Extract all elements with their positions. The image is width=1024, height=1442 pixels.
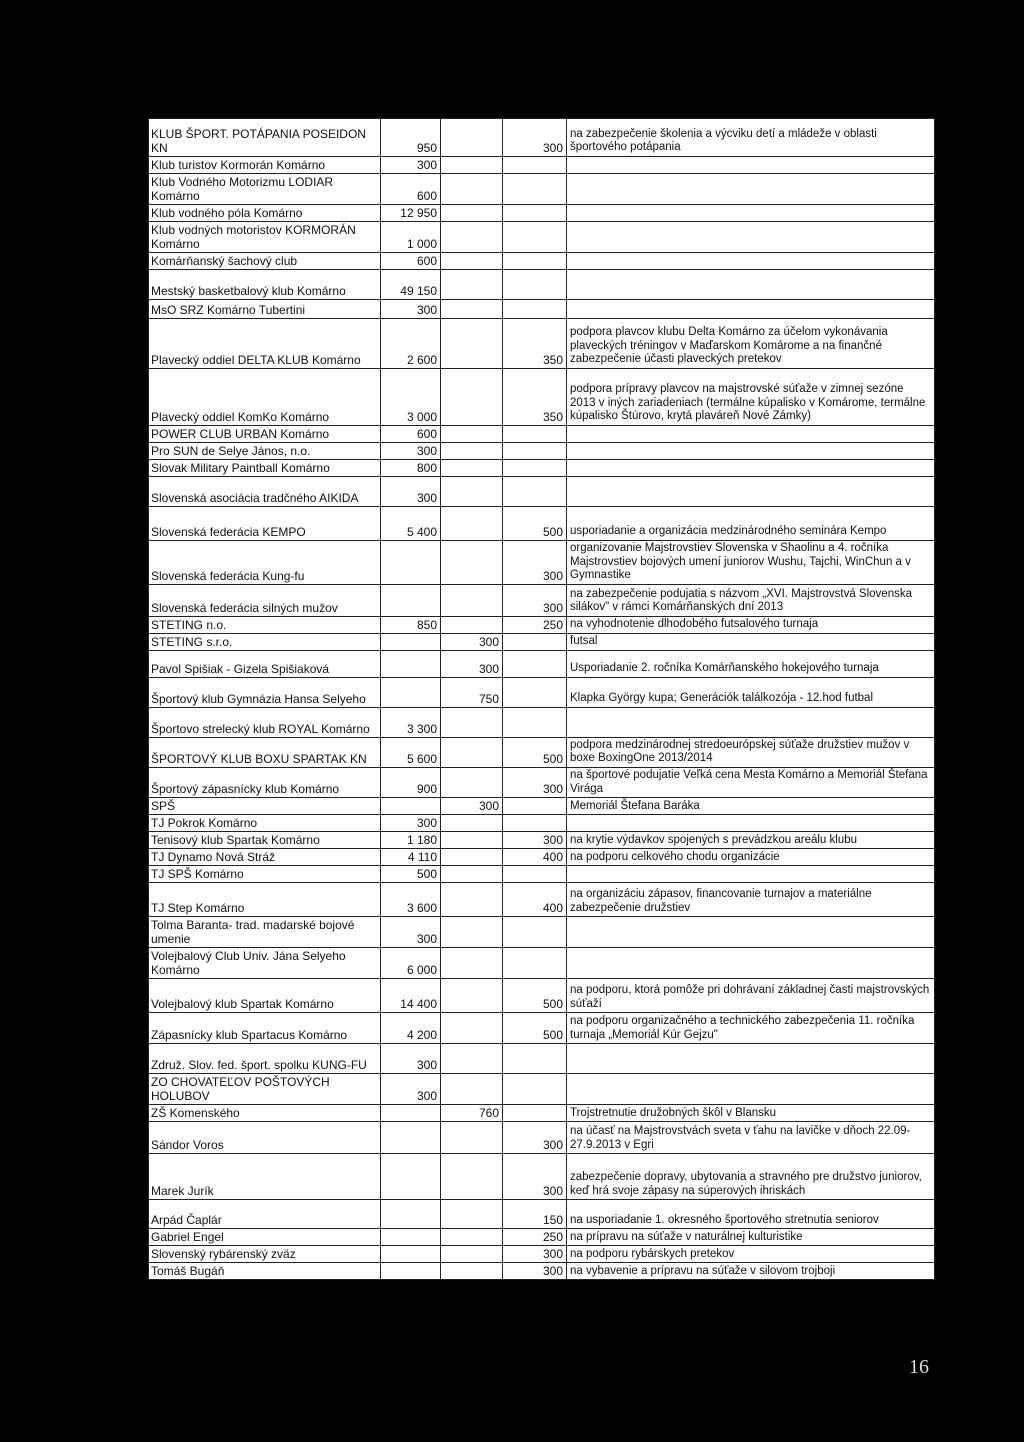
amount-b-cell bbox=[441, 917, 503, 948]
amount-b-cell bbox=[441, 948, 503, 979]
amount-c-cell bbox=[503, 948, 567, 979]
amount-b-cell: 750 bbox=[441, 677, 503, 707]
purpose-cell bbox=[567, 174, 935, 205]
table-row bbox=[149, 443, 935, 460]
amount-c-cell bbox=[503, 253, 567, 270]
amount-a-cell: 300 bbox=[381, 300, 441, 319]
amount-b-cell bbox=[441, 1074, 503, 1105]
amount-c-cell: 300 bbox=[503, 584, 567, 616]
amount-c-cell: 500 bbox=[503, 507, 567, 541]
amount-c-cell bbox=[503, 633, 567, 650]
amount-c-cell: 300 bbox=[503, 1263, 567, 1280]
amount-a-cell bbox=[381, 1154, 441, 1200]
org-name-cell: Arpád Čaplár bbox=[149, 1200, 381, 1229]
org-name-cell: Volejbalový klub Spartak Komárno bbox=[149, 979, 381, 1013]
amount-a-cell: 3 600 bbox=[381, 883, 441, 917]
amount-b-cell: 760 bbox=[441, 1105, 503, 1122]
purpose-cell bbox=[567, 707, 935, 737]
table-row bbox=[149, 1200, 935, 1229]
purpose-cell: na zabezpečenie školenia a výcviku detí a mládeže v oblasti športového potápania bbox=[567, 119, 935, 157]
purpose-cell bbox=[567, 1074, 935, 1105]
amount-c-cell bbox=[503, 270, 567, 300]
amount-c-cell bbox=[503, 460, 567, 477]
org-name-cell: Pavol Spišiak - Gizela Spišiaková bbox=[149, 650, 381, 677]
amount-c-cell: 300 bbox=[503, 1122, 567, 1154]
org-name-cell: Volejbalový Club Univ. Jána Selyeho Komárno bbox=[149, 948, 381, 979]
amount-a-cell bbox=[381, 584, 441, 616]
amount-b-cell bbox=[441, 883, 503, 917]
amount-c-cell: 300 bbox=[503, 832, 567, 849]
table-row bbox=[149, 815, 935, 832]
org-name-cell: Marek Jurík bbox=[149, 1154, 381, 1200]
table-row bbox=[149, 300, 935, 319]
purpose-cell: na organizáciu zápasov, financovanie turnajov a materiálne zabezpečenie družstiev bbox=[567, 883, 935, 917]
purpose-cell: na krytie výdavkov spojených s prevádzkou areálu klubu bbox=[567, 832, 935, 849]
amount-a-cell bbox=[381, 1246, 441, 1263]
amount-c-cell: 150 bbox=[503, 1200, 567, 1229]
amount-a-cell: 1 000 bbox=[381, 222, 441, 253]
amount-c-cell: 400 bbox=[503, 883, 567, 917]
table-row bbox=[149, 541, 935, 585]
amount-c-cell: 500 bbox=[503, 979, 567, 1013]
table-row bbox=[149, 616, 935, 633]
amount-c-cell: 500 bbox=[503, 1013, 567, 1044]
amount-c-cell: 350 bbox=[503, 369, 567, 426]
org-name-cell: Pro SUN de Selye János, n.o. bbox=[149, 443, 381, 460]
purpose-cell: na podporu, ktorá pomôže pri dohrávaní základnej časti majstrovských súťaží bbox=[567, 979, 935, 1013]
amount-a-cell: 12 950 bbox=[381, 205, 441, 222]
amount-b-cell bbox=[441, 270, 503, 300]
amount-a-cell: 300 bbox=[381, 443, 441, 460]
table-row bbox=[149, 1154, 935, 1200]
amount-b-cell bbox=[441, 1200, 503, 1229]
org-name-cell: Združ. Slov. fed. šport. spolku KUNG-FU bbox=[149, 1044, 381, 1074]
table-row bbox=[149, 157, 935, 174]
amount-a-cell bbox=[381, 633, 441, 650]
amount-c-cell: 350 bbox=[503, 319, 567, 369]
grant-table bbox=[148, 118, 935, 1280]
purpose-cell: Trojstretnutie družobných škôl v Blansku bbox=[567, 1105, 935, 1122]
amount-c-cell bbox=[503, 443, 567, 460]
table-row bbox=[149, 1044, 935, 1074]
amount-b-cell bbox=[441, 815, 503, 832]
amount-a-cell: 300 bbox=[381, 1074, 441, 1105]
purpose-cell bbox=[567, 270, 935, 300]
amount-a-cell bbox=[381, 1200, 441, 1229]
org-name-cell: STETING n.o. bbox=[149, 616, 381, 633]
org-name-cell: Slovenská federácia silných mužov bbox=[149, 584, 381, 616]
table-row bbox=[149, 319, 935, 369]
amount-a-cell: 5 600 bbox=[381, 737, 441, 767]
org-name-cell: Športový klub Gymnázia Hansa Selyeho bbox=[149, 677, 381, 707]
amount-b-cell: 300 bbox=[441, 650, 503, 677]
amount-b-cell bbox=[441, 979, 503, 1013]
amount-c-cell bbox=[503, 798, 567, 815]
purpose-cell bbox=[567, 460, 935, 477]
org-name-cell: Slovenská federácia KEMPO bbox=[149, 507, 381, 541]
amount-b-cell bbox=[441, 584, 503, 616]
amount-a-cell: 2 600 bbox=[381, 319, 441, 369]
amount-c-cell bbox=[503, 174, 567, 205]
table-row bbox=[149, 460, 935, 477]
org-name-cell: MsO SRZ Komárno Tubertini bbox=[149, 300, 381, 319]
purpose-cell: na podporu celkového chodu organizácie bbox=[567, 849, 935, 866]
purpose-cell bbox=[567, 426, 935, 443]
amount-b-cell bbox=[441, 205, 503, 222]
amount-b-cell: 300 bbox=[441, 633, 503, 650]
table-row bbox=[149, 737, 935, 767]
purpose-cell: Memoriál Štefana Baráka bbox=[567, 798, 935, 815]
org-name-cell: Plavecký oddiel KomKo Komárno bbox=[149, 369, 381, 426]
page-number: 16 bbox=[909, 1356, 929, 1378]
purpose-cell bbox=[567, 917, 935, 948]
purpose-cell: futsal bbox=[567, 633, 935, 650]
org-name-cell: SPŠ bbox=[149, 798, 381, 815]
purpose-cell bbox=[567, 300, 935, 319]
purpose-cell: na zabezpečenie podujatia s názvom „XVI. Majstrovstvá Slovenska silákov" v rámci Komárňanských dní 2013 bbox=[567, 584, 935, 616]
amount-a-cell: 6 000 bbox=[381, 948, 441, 979]
table-row bbox=[149, 677, 935, 707]
amount-c-cell bbox=[503, 1044, 567, 1074]
purpose-cell: na podporu rybárskych pretekov bbox=[567, 1246, 935, 1263]
grant-table-container bbox=[148, 118, 934, 1280]
table-row bbox=[149, 633, 935, 650]
purpose-cell: podpora medzinárodnej stredoeurópskej súťaže družstiev mužov v boxe BoxingOne 2013/2014 bbox=[567, 737, 935, 767]
amount-b-cell bbox=[441, 616, 503, 633]
amount-a-cell: 850 bbox=[381, 616, 441, 633]
amount-b-cell bbox=[441, 866, 503, 883]
purpose-cell: Klapka György kupa; Generációk találkozója - 12.hod futbal bbox=[567, 677, 935, 707]
amount-b-cell bbox=[441, 477, 503, 507]
purpose-cell: na vybavenie a prípravu na súťaže v silovom trojboji bbox=[567, 1263, 935, 1280]
purpose-cell: na usporiadanie 1. okresného športového stretnutia seniorov bbox=[567, 1200, 935, 1229]
org-name-cell: ZŠ Komenského bbox=[149, 1105, 381, 1122]
amount-b-cell bbox=[441, 707, 503, 737]
org-name-cell: Sándor Voros bbox=[149, 1122, 381, 1154]
amount-a-cell bbox=[381, 650, 441, 677]
amount-c-cell bbox=[503, 677, 567, 707]
org-name-cell: Plavecký oddiel DELTA KLUB Komárno bbox=[149, 319, 381, 369]
amount-c-cell: 250 bbox=[503, 1229, 567, 1246]
amount-a-cell: 600 bbox=[381, 253, 441, 270]
table-row bbox=[149, 832, 935, 849]
purpose-cell bbox=[567, 157, 935, 174]
amount-b-cell bbox=[441, 253, 503, 270]
table-row bbox=[149, 477, 935, 507]
purpose-cell: organizovanie Majstrovstiev Slovenska v Shaolinu a 4. ročníka Majstrovstiev bojových umení juniorov Wushu, Tajchi, WinChun a v Gymnastike bbox=[567, 541, 935, 585]
table-row bbox=[149, 174, 935, 205]
amount-b-cell bbox=[441, 767, 503, 797]
amount-a-cell: 300 bbox=[381, 157, 441, 174]
amount-a-cell bbox=[381, 1229, 441, 1246]
amount-c-cell: 300 bbox=[503, 119, 567, 157]
purpose-cell bbox=[567, 222, 935, 253]
amount-b-cell bbox=[441, 849, 503, 866]
amount-b-cell bbox=[441, 157, 503, 174]
table-row bbox=[149, 270, 935, 300]
amount-a-cell: 800 bbox=[381, 460, 441, 477]
table-row bbox=[149, 369, 935, 426]
amount-c-cell bbox=[503, 157, 567, 174]
amount-b-cell bbox=[441, 443, 503, 460]
amount-a-cell: 600 bbox=[381, 426, 441, 443]
purpose-cell: na športové podujatie Veľká cena Mesta Komárno a Memoriál Štefana Virága bbox=[567, 767, 935, 797]
amount-b-cell bbox=[441, 300, 503, 319]
amount-a-cell: 3 300 bbox=[381, 707, 441, 737]
table-row bbox=[149, 1229, 935, 1246]
amount-b-cell bbox=[441, 119, 503, 157]
table-row bbox=[149, 584, 935, 616]
amount-a-cell bbox=[381, 541, 441, 585]
amount-b-cell bbox=[441, 426, 503, 443]
purpose-cell bbox=[567, 205, 935, 222]
table-row bbox=[149, 1263, 935, 1280]
table-row bbox=[149, 866, 935, 883]
org-name-cell: KLUB ŠPORT. POTÁPANIA POSEIDON KN bbox=[149, 119, 381, 157]
purpose-cell: na účasť na Majstrovstvách sveta v ťahu na lavičke v dňoch 22.09-27.9.2013 v Egri bbox=[567, 1122, 935, 1154]
org-name-cell: ZO CHOVATEĽOV POŠTOVÝCH HOLUBOV bbox=[149, 1074, 381, 1105]
amount-c-cell: 300 bbox=[503, 541, 567, 585]
amount-a-cell: 4 110 bbox=[381, 849, 441, 866]
table-row bbox=[149, 948, 935, 979]
purpose-cell: usporiadanie a organizácia medzinárodného seminára Kempo bbox=[567, 507, 935, 541]
amount-a-cell: 14 400 bbox=[381, 979, 441, 1013]
table-row bbox=[149, 253, 935, 270]
org-name-cell: Mestský basketbalový klub Komárno bbox=[149, 270, 381, 300]
amount-c-cell: 250 bbox=[503, 616, 567, 633]
amount-a-cell bbox=[381, 798, 441, 815]
table-row bbox=[149, 849, 935, 866]
purpose-cell: na prípravu na súťaže v naturálnej kulturistike bbox=[567, 1229, 935, 1246]
amount-a-cell: 3 000 bbox=[381, 369, 441, 426]
amount-b-cell bbox=[441, 319, 503, 369]
org-name-cell: Športovo strelecký klub ROYAL Komárno bbox=[149, 707, 381, 737]
amount-b-cell: 300 bbox=[441, 798, 503, 815]
org-name-cell: Tomáš Bugáň bbox=[149, 1263, 381, 1280]
amount-b-cell bbox=[441, 1154, 503, 1200]
amount-a-cell bbox=[381, 1105, 441, 1122]
amount-a-cell: 600 bbox=[381, 174, 441, 205]
amount-b-cell bbox=[441, 1246, 503, 1263]
table-row bbox=[149, 1246, 935, 1263]
amount-a-cell: 500 bbox=[381, 866, 441, 883]
table-row bbox=[149, 917, 935, 948]
purpose-cell bbox=[567, 477, 935, 507]
amount-c-cell bbox=[503, 1105, 567, 1122]
org-name-cell: Klub vodných motoristov KORMORÁN Komárno bbox=[149, 222, 381, 253]
amount-b-cell bbox=[441, 541, 503, 585]
org-name-cell: TJ Dynamo Nová Stráž bbox=[149, 849, 381, 866]
org-name-cell: TJ SPŠ Komárno bbox=[149, 866, 381, 883]
table-row bbox=[149, 426, 935, 443]
table-row bbox=[149, 507, 935, 541]
amount-a-cell: 300 bbox=[381, 1044, 441, 1074]
table-row bbox=[149, 222, 935, 253]
amount-c-cell: 400 bbox=[503, 849, 567, 866]
amount-b-cell bbox=[441, 222, 503, 253]
org-name-cell: Klub turistov Kormorán Komárno bbox=[149, 157, 381, 174]
amount-c-cell: 300 bbox=[503, 1154, 567, 1200]
amount-b-cell bbox=[441, 460, 503, 477]
amount-c-cell bbox=[503, 1074, 567, 1105]
org-name-cell: Tolma Baranta- trad. madarské bojové umenie bbox=[149, 917, 381, 948]
amount-b-cell bbox=[441, 1122, 503, 1154]
purpose-cell bbox=[567, 443, 935, 460]
amount-c-cell bbox=[503, 300, 567, 319]
amount-b-cell bbox=[441, 1013, 503, 1044]
amount-b-cell bbox=[441, 507, 503, 541]
purpose-cell: podpora plavcov klubu Delta Komárno za účelom vykonávania plaveckých tréningov v Maďarskom Komárome a na finančné zabezpečenie účasti plaveckých pretekov bbox=[567, 319, 935, 369]
amount-a-cell: 300 bbox=[381, 815, 441, 832]
org-name-cell: Slovenský rybárenský zväz bbox=[149, 1246, 381, 1263]
table-row bbox=[149, 1074, 935, 1105]
table-row bbox=[149, 707, 935, 737]
purpose-cell: podpora prípravy plavcov na majstrovské súťaže v zimnej sezóne 2013 v iných zariadeniach (termálne kúpalisko v Komárome, termálne kúpalisko Štúrovo, krytá plaváreň Nové Zámky) bbox=[567, 369, 935, 426]
amount-a-cell: 300 bbox=[381, 917, 441, 948]
amount-c-cell bbox=[503, 815, 567, 832]
table-row bbox=[149, 650, 935, 677]
amount-c-cell bbox=[503, 917, 567, 948]
purpose-cell: na podporu organizačného a technického zabezpečenia 11. ročníka turnaja „Memoriál Kúr Gejzu" bbox=[567, 1013, 935, 1044]
amount-b-cell bbox=[441, 369, 503, 426]
org-name-cell: POWER CLUB URBAN Komárno bbox=[149, 426, 381, 443]
amount-a-cell: 1 180 bbox=[381, 832, 441, 849]
amount-c-cell bbox=[503, 866, 567, 883]
amount-a-cell bbox=[381, 1122, 441, 1154]
table-row bbox=[149, 119, 935, 157]
org-name-cell: Klub vodného póla Komárno bbox=[149, 205, 381, 222]
purpose-cell bbox=[567, 948, 935, 979]
purpose-cell: zabezpečenie dopravy, ubytovania a stravného pre družstvo juniorov, keď hrá svoje zápasy na súperových ihriskách bbox=[567, 1154, 935, 1200]
amount-b-cell bbox=[441, 1229, 503, 1246]
amount-c-cell bbox=[503, 707, 567, 737]
amount-c-cell bbox=[503, 426, 567, 443]
org-name-cell: Športový zápasnícky klub Komárno bbox=[149, 767, 381, 797]
amount-a-cell bbox=[381, 677, 441, 707]
amount-a-cell: 5 400 bbox=[381, 507, 441, 541]
org-name-cell: Klub Vodného Motorizmu LODIAR Komárno bbox=[149, 174, 381, 205]
org-name-cell: Slovenská asociácia tradčného AIKIDA bbox=[149, 477, 381, 507]
org-name-cell: TJ Pokrok Komárno bbox=[149, 815, 381, 832]
purpose-cell bbox=[567, 815, 935, 832]
amount-b-cell bbox=[441, 1263, 503, 1280]
table-row bbox=[149, 1122, 935, 1154]
amount-b-cell bbox=[441, 174, 503, 205]
grant-table-body bbox=[149, 119, 935, 1280]
org-name-cell: Slovak Military Paintball Komárno bbox=[149, 460, 381, 477]
purpose-cell: na vyhodnotenie dlhodobého futsalového turnaja bbox=[567, 616, 935, 633]
amount-c-cell bbox=[503, 477, 567, 507]
amount-c-cell: 300 bbox=[503, 767, 567, 797]
amount-a-cell: 300 bbox=[381, 477, 441, 507]
amount-a-cell: 49 150 bbox=[381, 270, 441, 300]
amount-c-cell bbox=[503, 205, 567, 222]
amount-a-cell: 4 200 bbox=[381, 1013, 441, 1044]
purpose-cell: Usporiadanie 2. ročníka Komárňanského hokejového turnaja bbox=[567, 650, 935, 677]
amount-c-cell: 300 bbox=[503, 1246, 567, 1263]
org-name-cell: STETING s.r.o. bbox=[149, 633, 381, 650]
amount-c-cell: 500 bbox=[503, 737, 567, 767]
amount-a-cell bbox=[381, 1263, 441, 1280]
table-row bbox=[149, 1013, 935, 1044]
org-name-cell: Komárňanský šachový club bbox=[149, 253, 381, 270]
org-name-cell: Slovenská federácia Kung-fu bbox=[149, 541, 381, 585]
amount-a-cell: 950 bbox=[381, 119, 441, 157]
org-name-cell: TJ Step Komárno bbox=[149, 883, 381, 917]
org-name-cell: ŠPORTOVÝ KLUB BOXU SPARTAK KN bbox=[149, 737, 381, 767]
purpose-cell bbox=[567, 253, 935, 270]
table-row bbox=[149, 1105, 935, 1122]
amount-b-cell bbox=[441, 832, 503, 849]
org-name-cell: Tenisový klub Spartak Komárno bbox=[149, 832, 381, 849]
org-name-cell: Gabriel Engel bbox=[149, 1229, 381, 1246]
org-name-cell: Zápasnícky klub Spartacus Komárno bbox=[149, 1013, 381, 1044]
amount-b-cell bbox=[441, 1044, 503, 1074]
table-row bbox=[149, 979, 935, 1013]
amount-b-cell bbox=[441, 737, 503, 767]
table-row bbox=[149, 205, 935, 222]
table-row bbox=[149, 767, 935, 797]
purpose-cell bbox=[567, 1044, 935, 1074]
amount-c-cell bbox=[503, 650, 567, 677]
purpose-cell bbox=[567, 866, 935, 883]
table-row bbox=[149, 883, 935, 917]
amount-c-cell bbox=[503, 222, 567, 253]
amount-a-cell: 900 bbox=[381, 767, 441, 797]
table-row bbox=[149, 798, 935, 815]
